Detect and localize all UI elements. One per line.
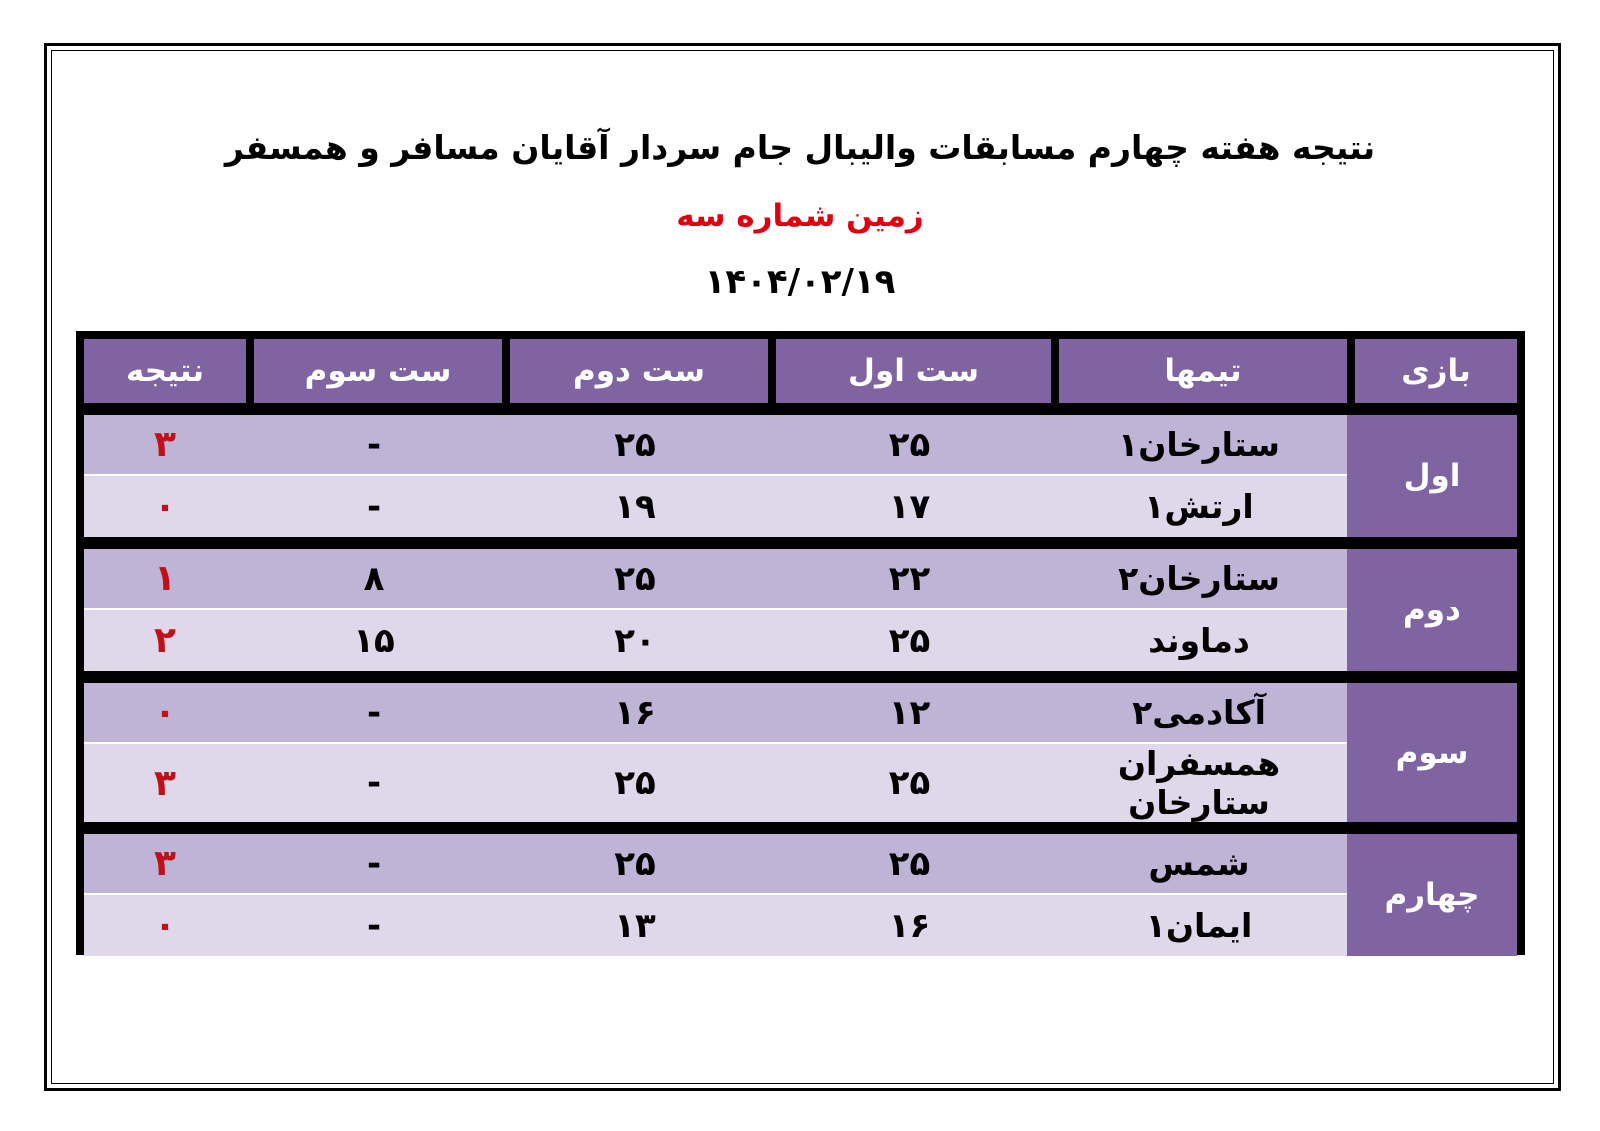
header-set1: ست اول <box>768 339 1051 403</box>
set2-score: ۲۰ <box>502 610 768 671</box>
set3-score: - <box>246 476 502 537</box>
match-result: ۳ <box>84 415 246 476</box>
results-table <box>84 339 1517 956</box>
page-title: نتیجه هفته چهارم مسابقات والیبال جام سردار آقایان مسافر و همسفر <box>224 128 1376 167</box>
results-table-wrapper <box>76 331 1525 955</box>
game-label: سوم <box>1347 683 1517 822</box>
set3-score: - <box>246 895 502 956</box>
set2-score: ۲۵ <box>502 744 768 822</box>
set1-score: ۱۶ <box>768 895 1051 956</box>
table-spacer <box>84 671 1517 683</box>
set2-score: ۲۵ <box>502 834 768 895</box>
set1-score: ۲۵ <box>768 415 1051 476</box>
table-row <box>84 683 1517 744</box>
team-name: آکادمی۲ <box>1051 683 1347 744</box>
set3-score: - <box>246 834 502 895</box>
set2-score: ۲۵ <box>502 415 768 476</box>
game-label: اول <box>1347 415 1517 537</box>
table-header-row <box>84 339 1517 403</box>
table-spacer <box>84 403 1517 415</box>
match-result: ۲ <box>84 610 246 671</box>
set1-score: ۲۵ <box>768 610 1051 671</box>
set2-score: ۲۵ <box>502 549 768 610</box>
header-set3: ست سوم <box>246 339 502 403</box>
team-name: شمس <box>1051 834 1347 895</box>
table-row <box>84 744 1517 822</box>
table-row <box>84 834 1517 895</box>
header-teams: تیمها <box>1051 339 1347 403</box>
set3-score: - <box>246 415 502 476</box>
set3-score: - <box>246 683 502 744</box>
set1-score: ۱۲ <box>768 683 1051 744</box>
team-name: دماوند <box>1051 610 1347 671</box>
table-spacer <box>84 537 1517 549</box>
team-name: ستارخان۲ <box>1051 549 1347 610</box>
set1-score: ۲۵ <box>768 744 1051 822</box>
page-subtitle: زمین شماره سه <box>676 198 924 234</box>
header-set2: ست دوم <box>502 339 768 403</box>
match-result: ۳ <box>84 744 246 822</box>
team-name: همسفران ستارخان <box>1051 744 1347 822</box>
set3-score: ۸ <box>246 549 502 610</box>
page-date: ۱۴۰۴/۰۲/۱۹ <box>704 262 896 302</box>
match-result: ۰ <box>84 476 246 537</box>
game-label: دوم <box>1347 549 1517 671</box>
table-row <box>84 610 1517 671</box>
header-game: بازی <box>1347 339 1517 403</box>
set1-score: ۲۵ <box>768 834 1051 895</box>
table-row <box>84 549 1517 610</box>
team-name: ایمان۱ <box>1051 895 1347 956</box>
set2-score: ۱۹ <box>502 476 768 537</box>
match-result: ۰ <box>84 683 246 744</box>
table-spacer <box>84 822 1517 834</box>
table-row <box>84 415 1517 476</box>
match-result: ۳ <box>84 834 246 895</box>
set2-score: ۱۳ <box>502 895 768 956</box>
game-label: چهارم <box>1347 834 1517 956</box>
team-name: ارتش۱ <box>1051 476 1347 537</box>
table-row <box>84 895 1517 956</box>
team-name: ستارخان۱ <box>1051 415 1347 476</box>
match-result: ۰ <box>84 895 246 956</box>
table-row <box>84 476 1517 537</box>
set2-score: ۱۶ <box>502 683 768 744</box>
match-result: ۱ <box>84 549 246 610</box>
set1-score: ۲۲ <box>768 549 1051 610</box>
set3-score: ۱۵ <box>246 610 502 671</box>
set1-score: ۱۷ <box>768 476 1051 537</box>
set3-score: - <box>246 744 502 822</box>
header-result: نتیجه <box>84 339 246 403</box>
